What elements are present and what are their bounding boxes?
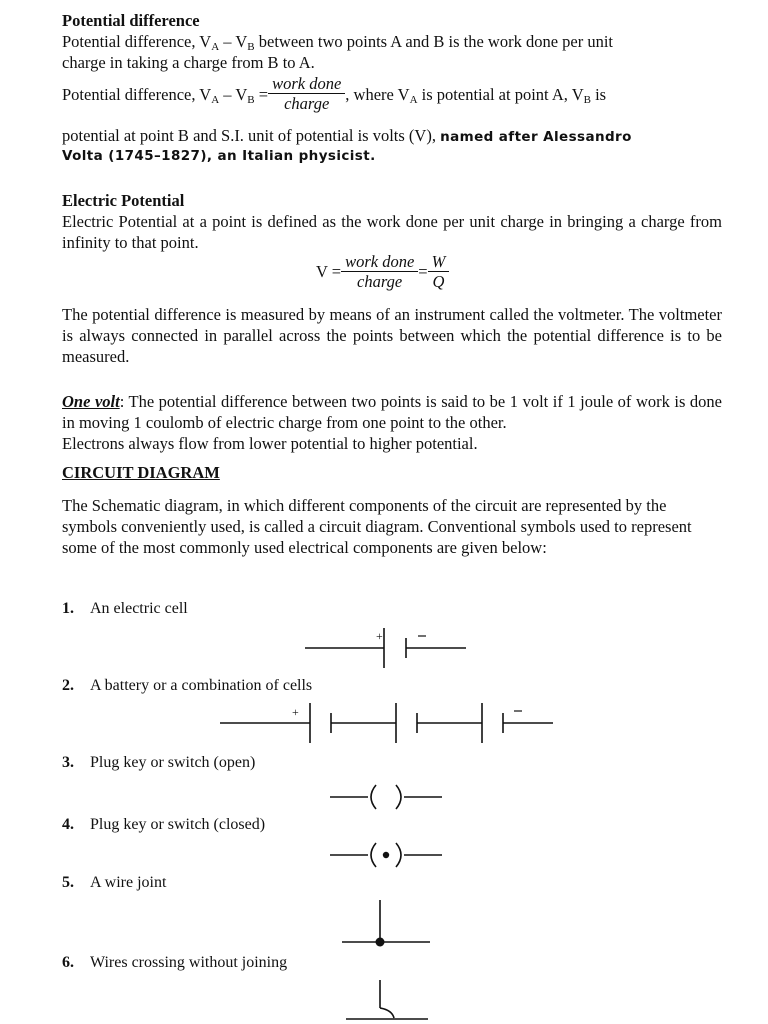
voltmeter-paragraph: The potential difference is measured by means of an instrument called the voltmeter. The voltmeter is always connected in parallel across the points between which the potential difference is to be measured. <box>62 305 722 366</box>
fraction-denominator: charge <box>357 272 403 291</box>
item-label: A wire joint <box>90 874 167 891</box>
heading-potential-difference: Potential difference <box>62 11 200 30</box>
pd-text-sans: named after Alessandro <box>440 129 632 145</box>
wire-joint-symbol <box>342 900 430 947</box>
pd-volta-line: Volta (1745–1827), an Italian physicist. <box>62 148 376 164</box>
open-switch-symbol <box>330 785 442 809</box>
item-label: An electric cell <box>90 600 188 617</box>
item-label: Plug key or switch (open) <box>90 754 256 771</box>
subscript-b: B <box>247 41 255 53</box>
item-number: 3. <box>62 754 74 771</box>
heading-circuit-diagram: CIRCUIT DIAGRAM <box>62 463 220 482</box>
one-volt-term: One volt <box>62 392 120 411</box>
pd-text: potential at point B and S.I. unit of potential is volts (V), <box>62 126 441 145</box>
subscript-b: B <box>247 93 255 106</box>
circuit-diagram-paragraph: The Schematic diagram, in which different components of the circuit are represented by the symbols conveniently used, is called a circuit diagram. Conventional symbols used to represent some of the most commonly used electrical components are given below: <box>62 496 692 557</box>
formula-text: Potential difference, V <box>62 84 212 104</box>
closed-switch-symbol <box>330 843 442 867</box>
item-number: 5. <box>62 874 74 891</box>
pd-text: between two points A and B is the work done per unit <box>254 32 614 51</box>
item-number: 2. <box>62 677 74 694</box>
wires-crossing-symbol <box>346 980 428 1019</box>
plus-sign: + <box>376 629 383 643</box>
battery-symbol <box>220 703 553 743</box>
subscript-a: A <box>409 93 418 106</box>
one-volt-text: : The potential difference between two points is said to be 1 volt if 1 joule of work is done in moving 1 coulomb of electric charge from one point to the other. <box>62 392 722 432</box>
fraction-denominator: Q <box>432 272 445 291</box>
item-number: 1. <box>62 600 74 617</box>
formula-text: is <box>590 84 607 104</box>
item-label: A battery or a combination of cells <box>90 677 313 694</box>
item-label: Wires crossing without joining <box>90 954 288 971</box>
pd-text: – V <box>219 32 248 51</box>
subscript-a: A <box>211 41 220 53</box>
item-label: Plug key or switch (closed) <box>90 816 266 833</box>
pd-text: Potential difference, V <box>62 32 212 51</box>
formula-text: V = <box>316 262 342 281</box>
pd-definition-line2: charge in taking a charge from B to A. <box>62 53 315 72</box>
fraction-numerator: work done <box>268 74 345 94</box>
ep-definition: Electric Potential at a point is defined as the work done per unit charge in bringing a charge from infinity to that point. <box>62 212 722 252</box>
formula-text: = <box>254 84 269 104</box>
fraction-numerator: work done <box>341 252 418 272</box>
fraction-numerator: W <box>428 252 450 272</box>
fraction-denominator: charge <box>284 94 330 113</box>
item-number: 4. <box>62 816 74 833</box>
electric-cell-symbol <box>305 628 466 668</box>
subscript-a: A <box>211 93 220 106</box>
heading-electric-potential: Electric Potential <box>62 191 185 210</box>
plus-sign: + <box>292 705 299 719</box>
item-number: 6. <box>62 954 74 971</box>
formula-text: is potential at point A, V <box>417 84 584 104</box>
formula-text: , where V <box>345 84 410 104</box>
electron-flow-line: Electrons always flow from lower potential to higher potential. <box>62 434 478 453</box>
subscript-b: B <box>583 93 591 106</box>
formula-text: = <box>418 262 428 281</box>
formula-text: – V <box>219 84 248 104</box>
